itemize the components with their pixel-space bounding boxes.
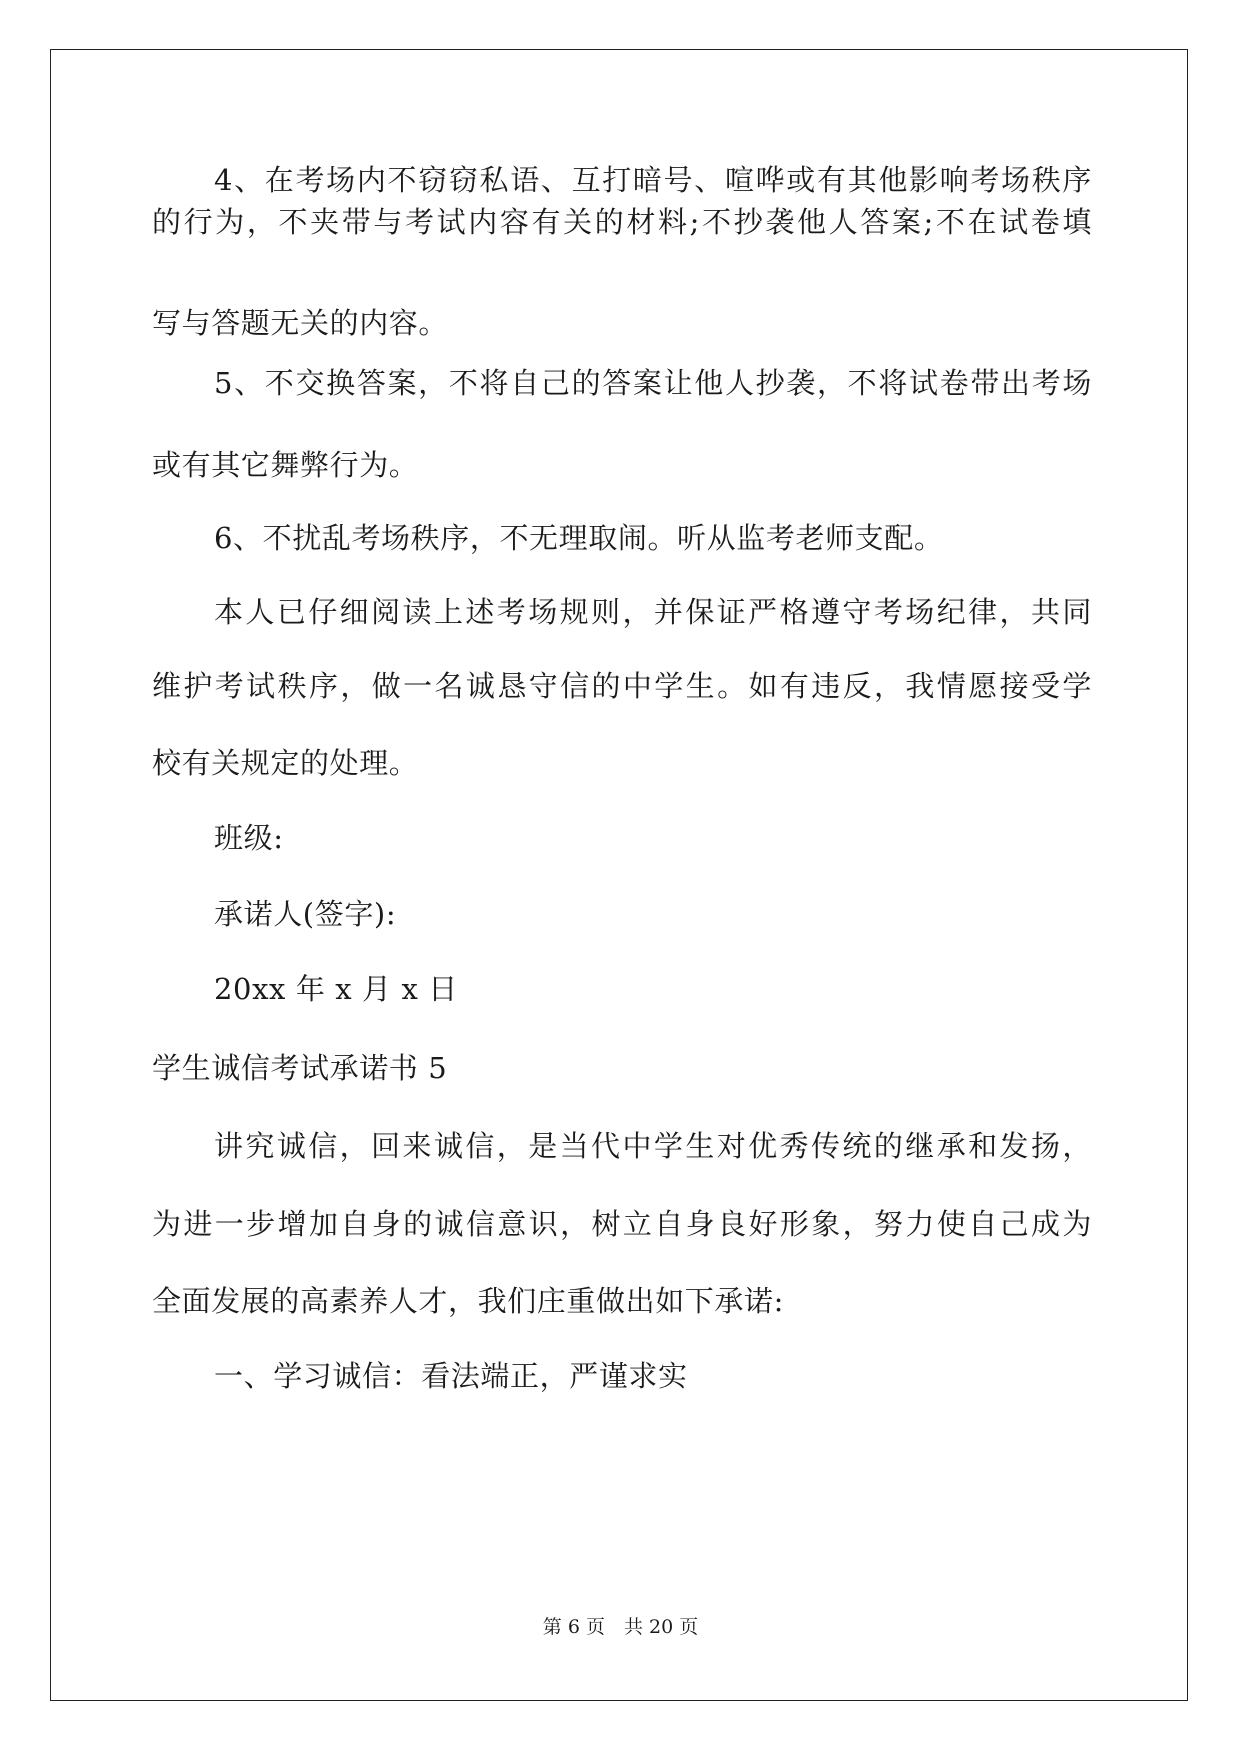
section-title: 学生诚信考试承诺书 5 [152,1051,448,1085]
section-heading: 一、学习诚信：看法端正，严谨求实 [214,1359,688,1393]
paragraph-line: 4、在考场内不窃窃私语、互打暗号、喧哗或有其他影响考场秩序 [214,163,1092,197]
paragraph-line: 校有关规定的处理。 [152,746,419,780]
signature-label: 承诺人(签字): [214,897,397,931]
paragraph-line: 或有其它舞弊行为。 [152,448,419,482]
paragraph-line: 5、不交换答案，不将自己的答案让他人抄袭，不将试卷带出考场 [214,366,1092,400]
paragraph-line: 讲究诚信，回来诚信，是当代中学生对优秀传统的继承和发扬， [214,1129,1092,1163]
page-border [50,49,1188,1701]
paragraph-line: 的行为，不夹带与考试内容有关的材料;不抄袭他人答案;不在试卷填 [152,205,1092,239]
page-number: 第 6 页 共 20 页 [542,1616,699,1638]
class-label: 班级: [214,821,284,855]
paragraph-line: 维护考试秩序，做一名诚恳守信的中学生。如有违反，我情愿接受学 [152,669,1092,703]
paragraph-line: 本人已仔细阅读上述考场规则，并保证严格遵守考场纪律，共同 [214,595,1092,629]
paragraph-line: 为进一步增加自身的诚信意识，树立自身良好形象，努力使自己成为 [152,1207,1092,1241]
date-line: 20xx 年 x 月 x 日 [214,972,458,1006]
paragraph-line: 6、不扰乱考场秩序，不无理取闹。听从监考老师支配。 [214,521,944,555]
paragraph-line: 全面发展的高素养人才，我们庄重做出如下承诺: [152,1284,784,1318]
paragraph-line: 写与答题无关的内容。 [152,306,449,340]
